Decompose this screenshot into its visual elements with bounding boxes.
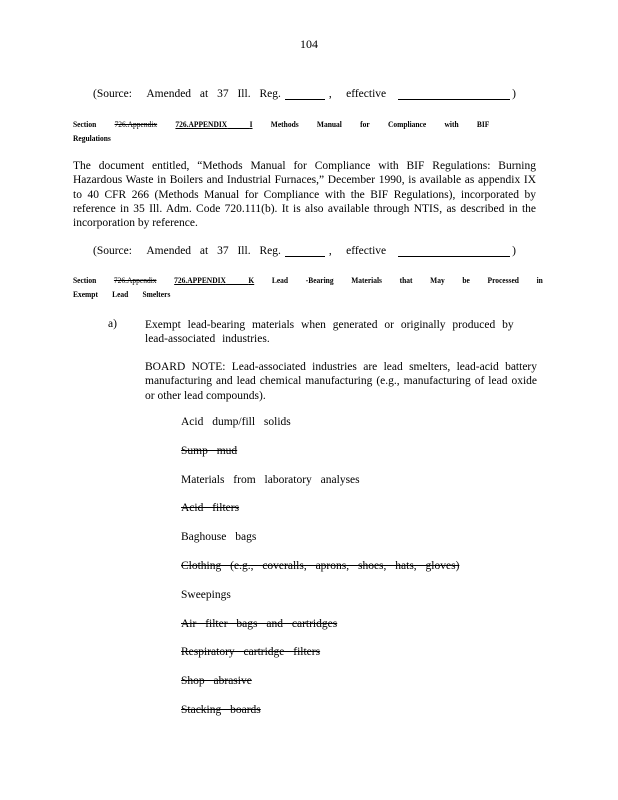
list-item: Sweepings [181, 588, 231, 601]
list-item: Acid dump/fill solids [181, 416, 291, 428]
struck-section-number: 726.Appendix [113, 275, 157, 285]
blank-register [285, 246, 325, 257]
source-close: ) [512, 88, 516, 100]
blank-effective-date [398, 89, 510, 100]
source-label: (Source: [93, 245, 132, 257]
title-word: Lead [271, 275, 289, 285]
source-text: Amended at 37 Ill. Reg. [146, 88, 281, 100]
page-number: 104 [300, 37, 318, 51]
source-label: (Source: [93, 88, 132, 100]
title-word: that [399, 275, 413, 285]
title-word: Processed [487, 275, 519, 285]
list-item: Sump mud [181, 444, 238, 457]
new-section-number: 726.APPENDIX K [174, 275, 255, 285]
title-line-2: Regulations [73, 133, 111, 143]
title-word: BIF [476, 119, 490, 129]
title-line-2: Exempt Lead Smelters [73, 289, 171, 299]
title-word: -Bearing [305, 275, 334, 285]
lead-bearing-materials-list [181, 416, 459, 733]
title-word: Methods [270, 119, 299, 129]
section-word: Section [73, 275, 97, 285]
new-section-number: 726.APPENDIX I [175, 119, 253, 129]
list-item: Air filter bags and cartridges [181, 617, 338, 630]
source-close: ) [512, 245, 516, 257]
list-item: Baghouse bags [181, 531, 257, 544]
source-note [93, 245, 533, 257]
title-word: May [430, 275, 445, 285]
source-comma: , [328, 245, 332, 257]
item-a-text: Exempt lead-bearing materials when generated or originally produced by lead-associated industries. [145, 319, 514, 346]
list-item: Materials from laboratory analyses [181, 473, 360, 486]
section-word: Section [73, 119, 97, 129]
title-word: be [462, 275, 470, 285]
list-item: Shop abrasive [181, 675, 252, 688]
struck-section-number: 726.Appendix [114, 119, 158, 129]
source-text: Amended at 37 Ill. Reg. [146, 245, 281, 257]
source-effective: effective [346, 245, 387, 257]
source-effective: effective [346, 88, 387, 100]
blank-register [285, 89, 325, 100]
list-item: Stacking boards [181, 703, 261, 716]
title-word: Materials [351, 275, 382, 285]
title-word: Compliance [387, 119, 427, 129]
section-heading-k [73, 273, 543, 301]
title-word: in [536, 275, 543, 285]
title-word: Manual [316, 119, 342, 129]
item-a-marker: a) [108, 318, 117, 330]
board-note: BOARD NOTE: Lead-associated industries are lead smelters, lead-acid battery manufacturing and lead chemical manufacturing (e.g., manufacturing of lead oxide or other lead compounds). [145, 361, 537, 402]
list-item: Acid filters [181, 502, 240, 515]
appendix-i-paragraph: The document entitled, “Methods Manual for Compliance with BIF Regulations: Burning Hazardous Waste in Boilers and Industrial Furnaces,” December 1990, is available as appendix IX to 40 CFR 266 (Methods Manual for Compliance with the BIF Regulations), incorporated by reference in 35 Ill. Adm. Code 720.111(b). It is also available through NTIS, as described in the incorporation by reference. [73, 160, 536, 230]
source-note [93, 88, 533, 100]
list-item: Clothing (e.g., coveralls, aprons, shoes, hats, gloves) [181, 559, 460, 572]
list-item: Respiratory cartridge filters [181, 646, 321, 659]
title-word: with [444, 119, 459, 129]
section-heading-i [73, 117, 543, 145]
blank-effective-date [398, 246, 510, 257]
source-comma: , [328, 88, 332, 100]
title-word: for [360, 119, 370, 129]
